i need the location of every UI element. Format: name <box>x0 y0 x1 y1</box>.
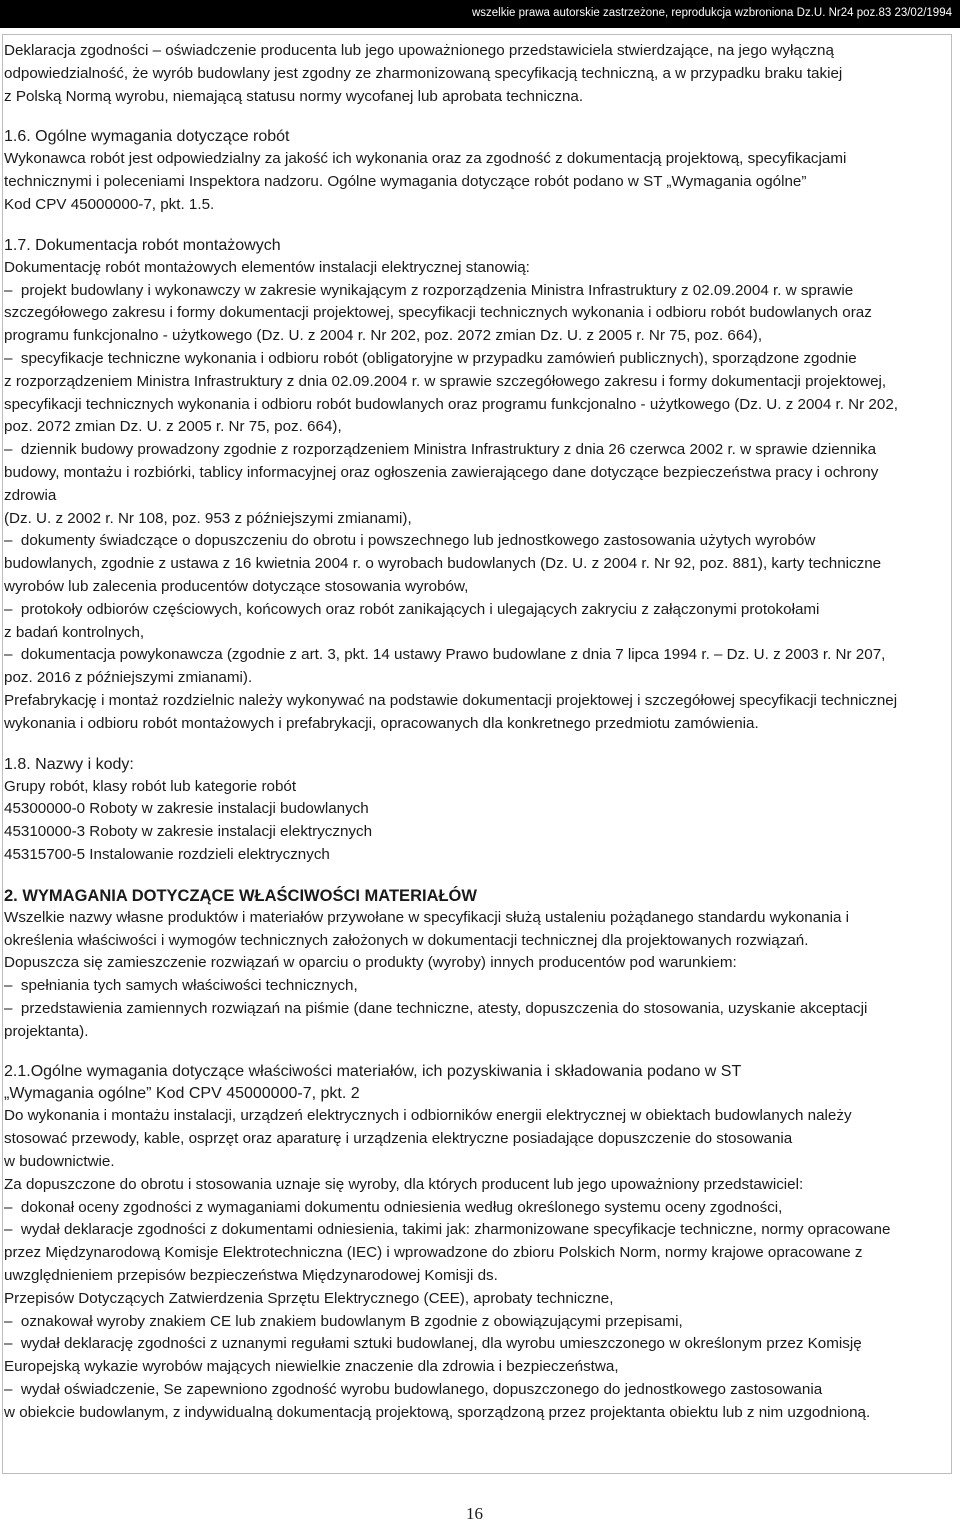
section-heading: 2. WYMAGANIA DOTYCZĄCE WŁAŚCIWOŚCI MATERIAŁÓW <box>4 886 477 905</box>
text-line: Dopuszcza się zamieszczenie rozwiązań w oparciu o produkty (wyroby) innych producentów pod warunkiem: <box>4 954 737 972</box>
section-heading: 1.8. Nazwy i kody: <box>4 755 134 773</box>
text-line: zdrowia <box>4 486 57 504</box>
text-line: wyrobów lub zalecenia producentów dotyczące stosowania wyrobów, <box>4 577 469 595</box>
list-item: – dziennik budowy prowadzony zgodnie z rozporządzeniem Ministra Infrastruktury z dnia 26 czerwca 2002 r. w sprawie dziennika <box>4 439 950 462</box>
section-heading: 1.7. Dokumentacja robót montażowych <box>4 236 281 254</box>
text-line: Kod CPV 45000000-7, pkt. 1.5. <box>4 195 215 213</box>
list-item: – dokumenty świadczące o dopuszczeniu do obrotu i powszechnego lub jednostkowego zastosowania użytych wyrobów <box>4 530 950 553</box>
text-line: Do wykonania i montażu instalacji, urządzeń elektrycznych i odbiorników energii elektrycznej w obiektach budowlanych należy <box>4 1107 852 1125</box>
list-item: – protokoły odbiorów częściowych, końcowych oraz robót zanikających i ulegających zakryciu z załączonymi protokołami <box>4 599 950 622</box>
text-line: Przepisów Dotyczących Zatwierdzenia Sprzętu Elektrycznego (CEE), aprobaty techniczne, <box>4 1289 614 1307</box>
text-line: poz. 2072 zmian Dz. U. z 2005 r. Nr 75, poz. 664), <box>4 418 342 436</box>
text-line: z rozporządzeniem Ministra Infrastruktury z dnia 02.09.2004 r. w sprawie szczegółowego zakresu i formy dokumentacji projektowej, <box>4 372 887 390</box>
text-line: 45300000-0 Roboty w zakresie instalacji budowlanych <box>4 800 369 818</box>
section-heading: 2.1.Ogólne wymagania dotyczące właściwości materiałów, ich pozyskiwania i składowania podano w ST <box>4 1063 742 1081</box>
text-line: z Polską Normą wyrobu, niemającą statusu normy wycofanej lub aprobata techniczna. <box>4 87 584 105</box>
section-1-6 <box>4 126 950 216</box>
list-item: – specyfikacje techniczne wykonania i odbioru robót (obligatoryjne w przypadku zamówień publicznych), sporządzone zgodnie <box>4 348 950 371</box>
text-line: programu funkcjonalno - użytkowego (Dz. U. z 2004 r. Nr 202, poz. 2072 zmian Dz. U. z 2005 r. Nr 75, poz. 664), <box>4 327 763 345</box>
text-line: poz. 2016 z późniejszymi zmianami). <box>4 669 253 687</box>
list-item: – projekt budowlany i wykonawczy w zakresie wynikającym z rozporządzenia Ministra Infrastruktury z 02.09.2004 r. w sprawie <box>4 280 950 303</box>
text-line: Grupy robót, klasy robót lub kategorie robót <box>4 777 297 795</box>
section-1-8 <box>4 754 950 867</box>
text-line: w budownictwie. <box>4 1153 115 1171</box>
text-line: budowlanych, zgodnie z ustawa z 16 kwietnia 2004 r. o wyrobach budowlanych (Dz. U. z 2004 r. Nr 92, poz. 881), karty techniczne <box>4 555 882 573</box>
text-line: specyfikacji technicznych wykonania i odbioru robót budowlanych oraz programu funkcjonalno - użytkowego (Dz. U. z 2004 r. Nr 202, <box>4 395 898 413</box>
text-line: wykonania i odbioru robót montażowych i prefabrykacji, opracowanych dla konkretnego przedmiotu zamówienia. <box>4 714 759 732</box>
header-bar <box>0 0 960 28</box>
page-number: 16 <box>466 1504 483 1523</box>
text-line: Deklaracja zgodności – oświadczenie producenta lub jego upoważnionego przedstawiciela stwierdzające, na jego wyłączną <box>4 42 834 59</box>
list-item: – wydał oświadczenie, Se zapewniono zgodność wyrobu budowlanego, dopuszczonego do jednostkowego zastosowania <box>4 1379 950 1402</box>
text-line: określenia właściwości i wymogów technicznych założonych w dokumentacji technicznej dla projektowanych rozwiązań. <box>4 931 809 949</box>
list-item: – oznakował wyroby znakiem CE lub znakiem budowlanym B zgodnie z obowiązującymi przepisami, <box>4 1311 950 1334</box>
text-line: (Dz. U. z 2002 r. Nr 108, poz. 953 z późniejszymi zmianami), <box>4 509 412 527</box>
list-item: – dokonał oceny zgodności z wymaganiami dokumentu odniesienia według określonego systemu oceny zgodności, <box>4 1197 950 1220</box>
text-line: 45310000-3 Roboty w zakresie instalacji elektrycznych <box>4 823 373 841</box>
section-1-7 <box>4 235 950 736</box>
section-2 <box>4 885 950 1044</box>
intro-paragraph <box>4 40 950 108</box>
section-heading: 1.6. Ogólne wymagania dotyczące robót <box>4 128 290 146</box>
text-line: Prefabrykację i montaż rozdzielnic należy wykonywać na podstawie dokumentacji projektowej i szczegółowej specyfikacji technicznej <box>4 691 898 709</box>
text-line: Za dopuszczone do obrotu i stosowania uznaje się wyroby, dla których producent lub jego upoważniony przedstawiciel: <box>4 1175 804 1193</box>
section-2-1 <box>4 1061 950 1424</box>
list-item: – spełniania tych samych właściwości technicznych, <box>4 975 950 998</box>
document-body <box>4 40 950 1425</box>
header-copyright-text: wszelkie prawa autorskie zastrzeżone, reprodukcja wzbroniona Dz.U. Nr24 poz.83 23/02/1994 <box>471 7 952 19</box>
text-line: Wykonawca robót jest odpowiedzialny za jakość ich wykonania oraz za zgodność z dokumentacją projektową, specyfikacjami <box>4 150 847 168</box>
text-line: Wszelkie nazwy własne produktów i materiałów przywołane w specyfikacji służą ustaleniu pożądanego standardu wykonania i <box>4 908 850 926</box>
text-line: technicznymi i poleceniami Inspektora nadzoru. Ogólne wymagania dotyczące robót podano w ST „Wymagania ogólne” <box>4 173 807 191</box>
text-line: projektanta). <box>4 1022 89 1040</box>
list-item: – wydał deklaracje zgodności z dokumentami odniesienia, takimi jak: zharmonizowane specyfikacje techniczne, normy opracowane <box>4 1219 950 1242</box>
text-line: Dokumentację robót montażowych elementów instalacji elektrycznej stanowią: <box>4 258 530 276</box>
list-item: – przedstawienia zamiennych rozwiązań na piśmie (dane techniczne, atesty, dopuszczenia do stosowania, uzyskanie akceptacji <box>4 998 950 1021</box>
text-line: 45315700-5 Instalowanie rozdzieli elektrycznych <box>4 845 330 863</box>
list-item: – wydał deklarację zgodności z uznanymi regułami sztuki budowlanej, dla wyrobu umieszczonego w określonym przez Komisję <box>4 1333 950 1356</box>
text-line: stosować przewody, kable, osprzęt oraz aparaturę i urządzenia elektryczne posiadające dopuszczenie do stosowania <box>4 1130 793 1148</box>
text-line: przez Międzynarodową Komisje Elektrotechniczna (IEC) i wprowadzone do zbioru Polskich Norm, normy krajowe opracowane z <box>4 1244 863 1262</box>
section-heading: „Wymagania ogólne” Kod CPV 45000000-7, pkt. 2 <box>4 1085 360 1103</box>
text-line: w obiekcie budowlanym, z indywidualną dokumentacją projektową, sporządzoną przez projektanta obiektu lub z nim uzgodnioną. <box>4 1403 871 1421</box>
list-item: – dokumentacja powykonawcza (zgodnie z art. 3, pkt. 14 ustawy Prawo budowlane z dnia 7 lipca 1994 r. – Dz. U. z 2003 r. Nr 207, <box>4 644 950 667</box>
text-line: uwzględnieniem przepisów bezpieczeństwa Międzynarodowej Komisji ds. <box>4 1267 498 1285</box>
text-line: budowy, montażu i rozbiórki, tablicy informacyjnej oraz ogłoszenia zawierającego dane dotyczące bezpieczeństwa pracy i ochrony <box>4 463 879 481</box>
text-line: odpowiedzialność, że wyrób budowlany jest zgodny ze zharmonizowaną specyfikacją techniczną, a w przypadku braku takiej <box>4 64 843 82</box>
text-line: szczegółowego zakresu i formy dokumentacji projektowej, specyfikacji technicznych wykonania i odbioru robót budowlanych oraz <box>4 304 872 322</box>
text-line: Europejską wykazie wyrobów mających niewielkie znaczenie dla zdrowia i bezpieczeństwa, <box>4 1358 619 1376</box>
text-line: z badań kontrolnych, <box>4 623 145 641</box>
